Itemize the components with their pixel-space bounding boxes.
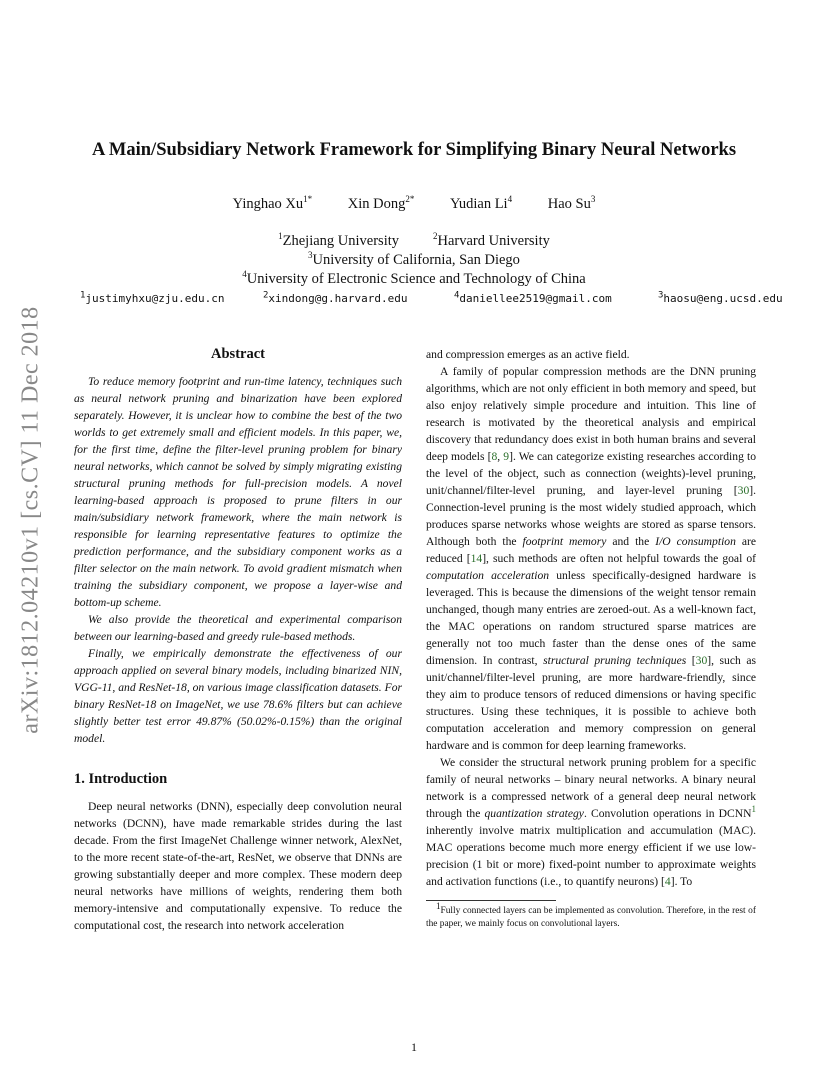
author: Yudian Li$^4$ [450,194,513,212]
page-number: 1 [411,1040,417,1054]
citation-link[interactable]: 8 [491,450,498,463]
email: $^3$ haosu@eng.ucsd.edu [658,290,783,305]
abstract-heading: Abstract [211,346,265,362]
arxiv-identifier: arXiv:1812.04210v1 [cs.CV] 11 Dec 2018 [17,306,44,734]
affiliation-line: $^1$Zhejiang University $^2$Harvard University [278,231,550,249]
citation-link[interactable]: 30 [695,654,708,667]
email: $^1$ justimyhxu@zju.edu.cn [80,290,225,305]
author: Xin Dong$^{2*}$ [347,194,415,212]
footnote-marker[interactable]: 1 [751,804,756,815]
body-paragraph: We consider the structural network pruning problem for a specific family of neural networks – binary neural networks. A binary neural network is a compressed network of a general deep neural network through the quantization strategy. Convolution operations in DCNN$^1$ inherently involve matrix multiplication and accumulation (MAC). MAC operations become much more energy efficient if we use low-precision (1 bit or more) fixed-point number to approximate weights and activation functions (i.e., to quantify neurons) [4]. To [426,756,756,888]
footnote-divider [426,900,556,901]
citation-link[interactable]: 9 [503,450,510,463]
left-column [74,346,402,934]
author: Yinghao $Xu^{1*}$ [232,194,313,212]
body-paragraph: A family of popular compression methods are the DNN pruning algorithms, which are not only efficient in both memory and speed, but also enjoy relatively simple procedure and intuition. This line of research is motivated by the theoretical analysis and empirical discovery that redundancy does exist in both human brains and several deep models [8, 9]. We can categorize existing researches according to the level of the object, such as connection (weights)-level pruning, unit/channel/filter-level pruning, and layer-level pruning [30]. Connection-level pruning is the most widely studied approach, which produces sparse networks whose weights are stored as sparse tensors. Although both the footprint memory and the I/O consumption are reduced [14], such methods are often not helpful towards the goal of computation acceleration unless specifically-designed hardware is leveraged. This is because the dimensions of the weight tensor remain unchanged, though many entries are zeroed-out. As a well-known fact, the MAC operations on random structured sparse matrices are generally not too much faster than the dense ones of the same dimension. In contrast, structural pruning techniques [30], such as unit/channel/filter-level pruning, are more hardware-friendly, since they aim to produce tensors of reduced dimensions or having specific structures. Using these techniques, it is possible to achieve both computation acceleration and memory compression on general hardware and is common for deep learning frameworks. [426,365,757,752]
section-heading: 1. Introduction [74,771,168,787]
email: $^2$ xindong@g.harvard.edu [263,290,408,305]
citation-link[interactable]: 30 [737,484,750,497]
author-list [0,196,828,213]
citation-link[interactable]: 14 [470,552,483,565]
citation-link[interactable]: 4 [664,875,671,888]
affiliation-line: $^4$University of Electronic Science and Technology of China [242,269,586,287]
body-paragraph: and compression emerges as an active field. [426,348,630,361]
affiliation-line: $^3$University of California, San Diego [308,250,520,268]
email: $^4$ daniellee2519@gmail.com [454,290,612,305]
paper-title: A Main/Subsidiary Network Framework for Simplifying Binary Neural Networks [91,140,737,160]
right-column [426,346,756,931]
abstract-paragraph: We also provide the theoretical and experimental comparison between our learning-based and greedy rule-based methods. [74,613,402,643]
introduction-section [74,771,402,934]
abstract-section [74,346,402,747]
footnote: $^1$Fully connected layers can be implemented as convolution. Therefore, in the rest of the paper, we mainly focus on convolutional layers. [426,900,756,929]
author: Hao Su$^3$ [547,194,596,212]
abstract-paragraph: Finally, we empirically demonstrate the effectiveness of our approach applied on several binary models, including binarized NIN, VGG-11, and ResNet-18, on various image classification datasets. For binary ResNet-18 on ImageNet, we use 78.6% filters but can achieve slightly better test error 49.87% (50.02%-0.15%) than the original model. [74,647,402,745]
email-list [80,292,800,308]
body-paragraph: Deep neural networks (DNN), especially deep convolution neural networks (DCNN), have made remarkable strides during the last decade. From the first ImageNet Challenge winner network, AlexNet, to the more recent state-of-the-art, ResNet, we observe that DNNs are growing substantially deeper and more complex. These modern deep neural networks have millions of weights, rendering them both memory-intensive and computationally expensive. To reduce the computational cost, the research into network acceleration [74,800,402,932]
abstract-paragraph: To reduce memory footprint and run-time latency, techniques such as neural network pruning and binarization have been explored separately. However, it is unclear how to combine the best of the two worlds to get extremely small and efficient models. In this paper, we, for the first time, define the filter-level pruning problem for binary neural networks, which cannot be solved by simply migrating existing structural pruning methods for full-precision models. A novel learning-based approach is proposed to prune filters in our main/subsidiary network framework, where the main network is responsible for learning representative features to optimize the prediction performance, and the subsidiary component works as a filter selector on the main network. To avoid gradient mismatch when training the subsidiary component, we propose a layer-wise and bottom-up scheme. [74,375,402,609]
arxiv-sidebar [8,270,54,770]
